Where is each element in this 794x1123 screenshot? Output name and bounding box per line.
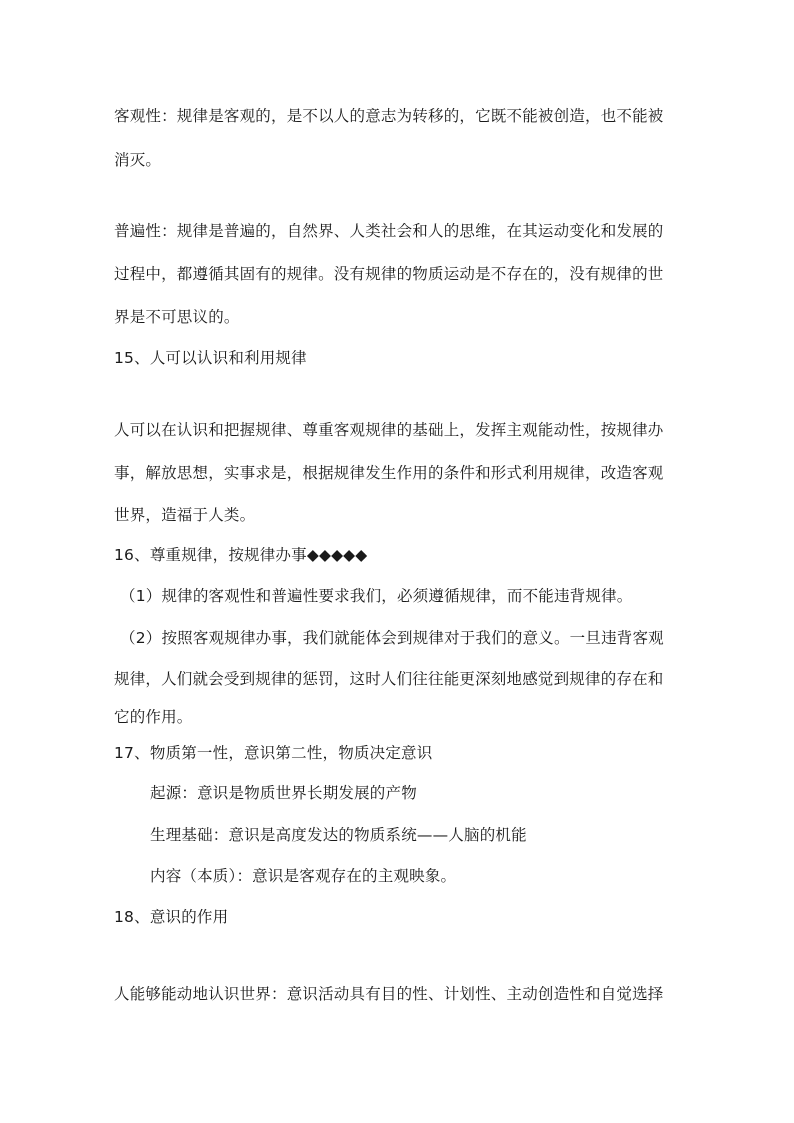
paragraph-15-line-2: 事，解放思想，实事求是，根据规律发生作用的条件和形式利用规律，改造客观 xyxy=(114,464,664,482)
paragraph-objectivity-line-2: 消灭。 xyxy=(114,151,162,169)
paragraph-objectivity-line-1: 客观性：规律是客观的，是不以人的意志为转移的，它既不能被创造，也不能被 xyxy=(114,107,664,125)
paragraph-universality-line-3: 界是不可思议的。 xyxy=(114,308,240,326)
heading-15: 15、人可以认识和利用规律 xyxy=(114,349,307,367)
paragraph-universality-line-1: 普遍性：规律是普遍的，自然界、人类社会和人的思维，在其运动变化和发展的 xyxy=(114,222,664,240)
list-item-16-2-line-3: 它的作用。 xyxy=(114,708,193,726)
paragraph-18-line-1: 人能够能动地认识世界：意识活动具有目的性、计划性、主动创造性和自觉选择 xyxy=(114,985,664,1003)
item-17-content: 内容（本质）：意识是客观存在的主观映象。 xyxy=(150,867,457,885)
paragraph-15-line-3: 世界，造福于人类。 xyxy=(114,506,256,524)
heading-17: 17、物质第一性，意识第二性，物质决定意识 xyxy=(114,744,433,762)
item-17-physiology: 生理基础：意识是高度发达的物质系统——人脑的机能 xyxy=(150,826,527,844)
paragraph-universality-line-2: 过程中，都遵循其固有的规律。没有规律的物质运动是不存在的，没有规律的世 xyxy=(114,265,664,283)
list-item-16-2-line-1: （2）按照客观规律办事，我们就能体会到规律对于我们的意义。一旦违背客观 xyxy=(120,629,664,647)
item-17-origin: 起源：意识是物质世界长期发展的产物 xyxy=(150,784,417,802)
list-item-16-1: （1）规律的客观性和普遍性要求我们，必须遵循规律，而不能违背规律。 xyxy=(120,587,633,605)
paragraph-15-line-1: 人可以在认识和把握规律、尊重客观规律的基础上，发挥主观能动性，按规律办 xyxy=(114,421,664,439)
heading-16: 16、尊重规律，按规律办事◆◆◆◆◆ xyxy=(114,546,368,564)
list-item-16-2-line-2: 规律，人们就会受到规律的惩罚，这时人们往往能更深刻地感觉到规律的存在和 xyxy=(114,670,664,688)
heading-18: 18、意识的作用 xyxy=(114,908,229,926)
